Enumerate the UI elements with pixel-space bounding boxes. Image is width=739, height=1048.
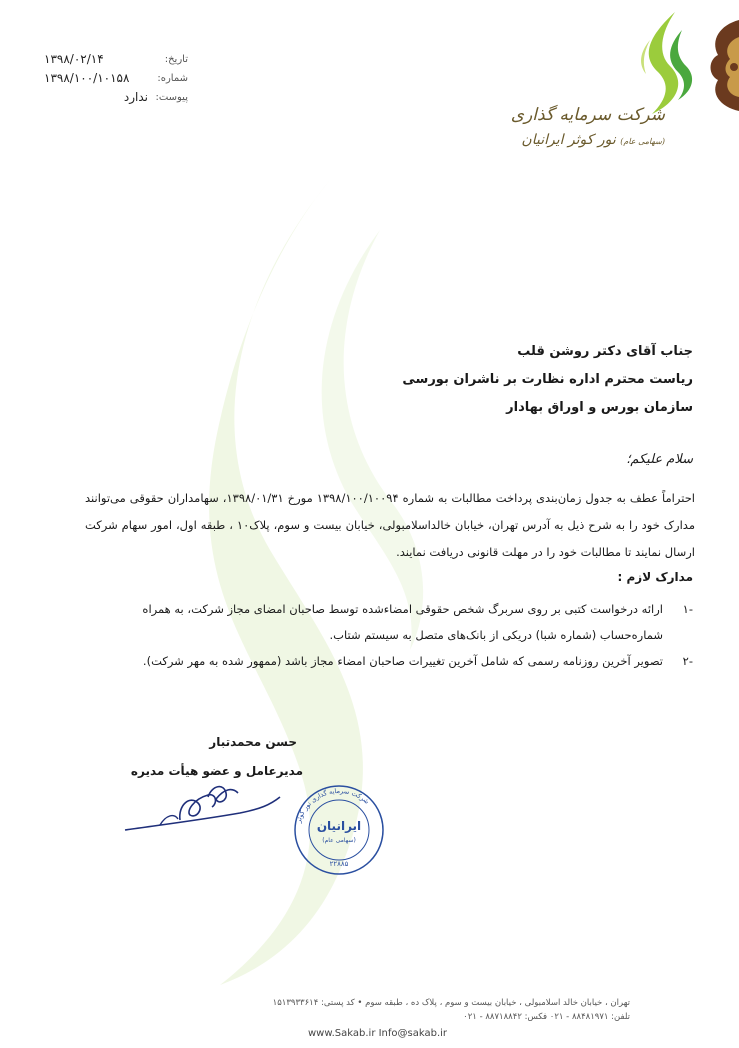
attachment-row — [28, 90, 188, 109]
footer-phones: تلفن: ۸۸۴۸۱۹۷۱ - ۰۲۱ فکس: ۸۸۷۱۸۸۴۲ - ۰۲۱ — [463, 1012, 630, 1022]
date-value: ۱۳۹۸/۰۲/۱۴ — [44, 52, 104, 66]
documents-title: مدارک لازم : — [617, 570, 693, 584]
logo-text-line2 — [521, 132, 665, 148]
date-label: تاریخ: — [164, 54, 188, 65]
logo-leaf-icon — [620, 10, 700, 120]
stamp-outer-text: شرکت سرمایه گذاری نور کوثر — [294, 786, 371, 824]
signer-title: مدیرعامل و عضو هیأت مدیره — [130, 764, 303, 778]
list-item-number: -۲ — [682, 654, 693, 668]
addressee-block — [402, 338, 693, 422]
footer-web: www.Sakab.ir Info@sakab.ir — [308, 1028, 448, 1039]
number-value: ۱۳۹۸/۱۰۰/۱۰۱۵۸ — [44, 71, 130, 85]
corner-ornament-icon — [700, 15, 739, 115]
logo-text-name: نور کوثر ایرانیان — [521, 132, 616, 148]
number-label: شماره: — [157, 73, 188, 84]
salutation: سلام علیکم؛ — [626, 452, 693, 467]
addressee-line3: سازمان بورس و اوراق بهادار — [506, 400, 693, 415]
list-item-text: ارائه درخواست کتبی بر روی سربرگ شخص حقوقی امضاءشده توسط صاحبان امضای مجاز شرکت، به همراه شماره‌حساب (شماره شبا) دریکی از بانک‌های متصل به سیستم شتاب. — [142, 602, 663, 642]
addressee-line2: ریاست محترم اداره نظارت بر ناشران بورسی — [402, 372, 693, 387]
logo-text-suffix: (سهامی عام) — [620, 137, 665, 146]
letter-footer — [190, 998, 630, 1046]
list-item — [81, 648, 693, 674]
stamp-number: ۲۲۸۸۵ — [329, 860, 349, 868]
stamp-sub-text: (سهامی عام) — [322, 837, 356, 844]
logo-text-line1: شرکت سرمایه گذاری — [510, 105, 665, 125]
handwritten-signature — [120, 775, 300, 845]
attachment-label: پیوست: — [155, 92, 188, 103]
stamp-center-text: ایرانیان — [316, 819, 362, 833]
list-item-text: تصویر آخرین روزنامه رسمی که شامل آخرین تغییرات صاحبان امضاء مجاز باشد (ممهور شده به مهر شرکت). — [142, 654, 663, 668]
company-stamp — [284, 778, 394, 878]
date-row — [28, 52, 188, 71]
documents-list — [81, 596, 693, 674]
list-item — [81, 596, 693, 648]
attachment-value: ندارد — [123, 90, 148, 104]
list-item-number: -۱ — [682, 602, 693, 616]
number-row — [28, 71, 188, 90]
signer-name: حسن محمدتبار — [209, 735, 297, 749]
letter-meta — [28, 52, 188, 109]
footer-address: تهران ، خیابان خالد اسلامبولی ، خیابان بیست و سوم ، پلاک ده ، طبقه سوم • کد پستی: ۱۵۱۳۹۳۳۶۱۴ — [272, 998, 630, 1008]
addressee-line1: جناب آقای دکتر روشن قلب — [517, 344, 693, 359]
letter-body: احتراماً عطف به جدول زمان‌بندی پرداخت مطالبات به شماره ۱۳۹۸/۱۰۰/۱۰۰۹۴ مورخ ۱۳۹۸/۰۱/۳۱، سهامداران حقوقی می‌توانند مدارک خود را به شرح ذیل به آدرس تهران، خیابان خالداسلامبولی، خیابان بیست و سوم، پلاک۱۰ ، طبقه اول، امور سهام شرکت ارسال نمایند تا مطالبات خود را در مهلت قانونی دریافت نمایند. — [85, 491, 695, 559]
